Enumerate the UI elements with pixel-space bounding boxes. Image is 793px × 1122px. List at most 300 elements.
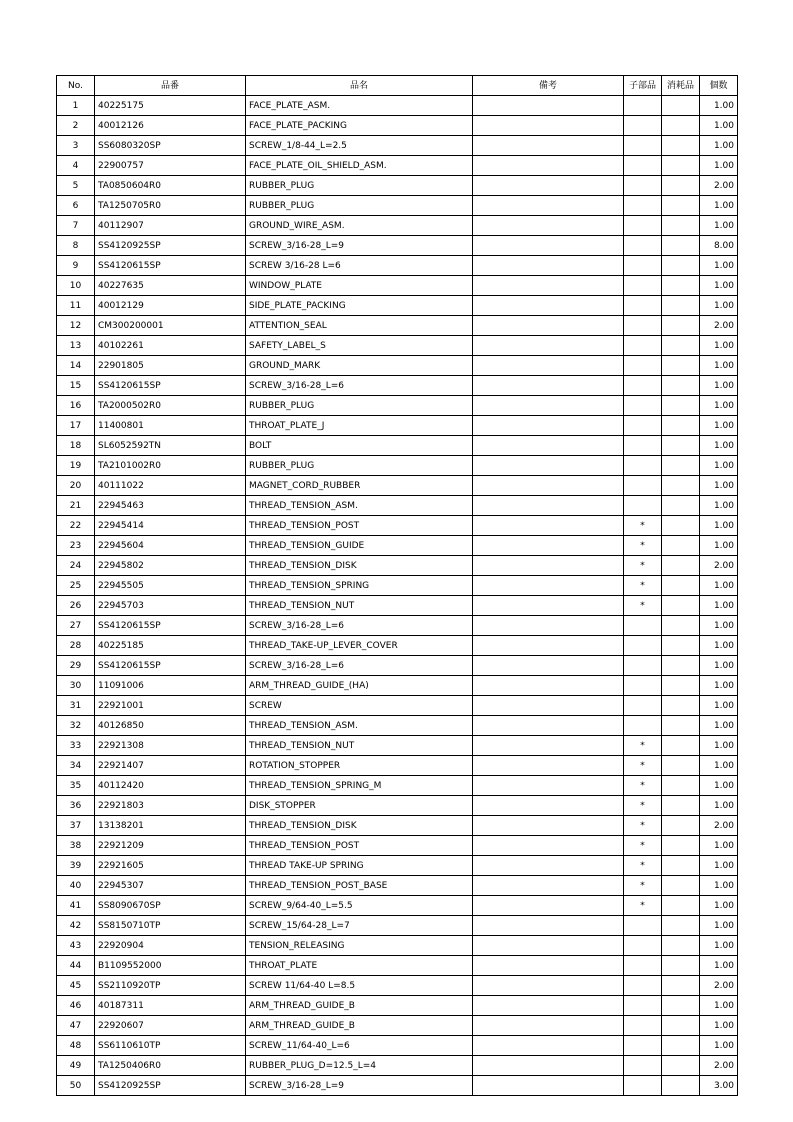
row-number: 39: [57, 856, 95, 876]
table-row: [57, 716, 738, 736]
quantity: 1.00: [700, 616, 738, 636]
table-row: [57, 516, 738, 536]
sub-part-mark: *: [624, 596, 662, 616]
consumable-mark: [662, 256, 700, 276]
table-row: [57, 416, 738, 436]
row-number: 8: [57, 236, 95, 256]
quantity: 1.00: [700, 416, 738, 436]
row-number: 40: [57, 876, 95, 896]
sub-part-mark: *: [624, 756, 662, 776]
remarks-cell: [473, 276, 624, 296]
sub-part-mark: *: [624, 776, 662, 796]
remarks-cell: [473, 436, 624, 456]
sub-part-mark: [624, 976, 662, 996]
row-number: 13: [57, 336, 95, 356]
sub-part-mark: [624, 476, 662, 496]
consumable-mark: [662, 156, 700, 176]
sub-part-mark: [624, 696, 662, 716]
sub-part-mark: *: [624, 876, 662, 896]
consumable-mark: [662, 836, 700, 856]
remarks-cell: [473, 836, 624, 856]
row-number: 32: [57, 716, 95, 736]
table-row: [57, 436, 738, 456]
consumable-mark: [662, 196, 700, 216]
remarks-cell: [473, 676, 624, 696]
row-number: 24: [57, 556, 95, 576]
quantity: 1.00: [700, 676, 738, 696]
sub-part-mark: [624, 416, 662, 436]
remarks-cell: [473, 736, 624, 756]
quantity: 1.00: [700, 636, 738, 656]
part-name: FACE_PLATE_OIL_SHIELD_ASM.: [246, 156, 473, 176]
sub-part-mark: [624, 1056, 662, 1076]
quantity: 1.00: [700, 1036, 738, 1056]
remarks-cell: [473, 616, 624, 636]
sub-part-mark: [624, 456, 662, 476]
remarks-cell: [473, 196, 624, 216]
consumable-mark: [662, 396, 700, 416]
part-name: ROTATION_STOPPER: [246, 756, 473, 776]
sub-part-mark: [624, 616, 662, 636]
sub-part-mark: [624, 396, 662, 416]
part-code: TA2000502R0: [95, 396, 246, 416]
quantity: 1.00: [700, 296, 738, 316]
part-name: SCREW_3/16-28_L=9: [246, 1076, 473, 1096]
consumable-mark: [662, 96, 700, 116]
quantity: 1.00: [700, 276, 738, 296]
remarks-cell: [473, 796, 624, 816]
part-code: B1109552000: [95, 956, 246, 976]
part-code: TA2101002R0: [95, 456, 246, 476]
row-number: 4: [57, 156, 95, 176]
row-number: 17: [57, 416, 95, 436]
part-name: ARM_THREAD_GUIDE_B: [246, 1016, 473, 1036]
remarks-cell: [473, 356, 624, 376]
remarks-cell: [473, 636, 624, 656]
row-number: 15: [57, 376, 95, 396]
consumable-mark: [662, 516, 700, 536]
consumable-mark: [662, 856, 700, 876]
quantity: 1.00: [700, 656, 738, 676]
remarks-cell: [473, 556, 624, 576]
part-name: GROUND_WIRE_ASM.: [246, 216, 473, 236]
part-name: SCREW 11/64-40 L=8.5: [246, 976, 473, 996]
table-row: [57, 136, 738, 156]
table-row: [57, 356, 738, 376]
quantity: 1.00: [700, 496, 738, 516]
table-row: [57, 736, 738, 756]
consumable-mark: [662, 556, 700, 576]
table-row: [57, 536, 738, 556]
table-row: [57, 896, 738, 916]
remarks-cell: [473, 1016, 624, 1036]
sub-part-mark: [624, 156, 662, 176]
part-name: THROAT_PLATE_J: [246, 416, 473, 436]
quantity: 1.00: [700, 776, 738, 796]
consumable-mark: [662, 956, 700, 976]
table-row: [57, 456, 738, 476]
sub-part-mark: [624, 176, 662, 196]
consumable-mark: [662, 316, 700, 336]
consumable-mark: [662, 216, 700, 236]
part-name: FACE_PLATE_PACKING: [246, 116, 473, 136]
part-code: 22945414: [95, 516, 246, 536]
remarks-cell: [473, 176, 624, 196]
table-row: [57, 496, 738, 516]
row-number: 41: [57, 896, 95, 916]
remarks-cell: [473, 136, 624, 156]
part-code: 22920904: [95, 936, 246, 956]
part-name: FACE_PLATE_ASM.: [246, 96, 473, 116]
sub-part-mark: [624, 196, 662, 216]
sub-part-mark: *: [624, 516, 662, 536]
part-code: 22921605: [95, 856, 246, 876]
quantity: 2.00: [700, 316, 738, 336]
part-code: SS4120925SP: [95, 1076, 246, 1096]
quantity: 1.00: [700, 936, 738, 956]
quantity: 1.00: [700, 856, 738, 876]
consumable-mark: [662, 1016, 700, 1036]
part-name: SCREW_3/16-28_L=9: [246, 236, 473, 256]
part-name: RUBBER_PLUG: [246, 456, 473, 476]
consumable-mark: [662, 536, 700, 556]
part-name: SCREW_3/16-28_L=6: [246, 616, 473, 636]
consumable-mark: [662, 416, 700, 436]
sub-part-mark: *: [624, 856, 662, 876]
part-code: 40111022: [95, 476, 246, 496]
remarks-cell: [473, 496, 624, 516]
sub-part-mark: [624, 656, 662, 676]
consumable-mark: [662, 916, 700, 936]
table-row: [57, 116, 738, 136]
row-number: 19: [57, 456, 95, 476]
quantity: 1.00: [700, 996, 738, 1016]
part-code: 22921209: [95, 836, 246, 856]
part-name: THREAD_TENSION_DISK: [246, 816, 473, 836]
part-name: THREAD_TENSION_ASM.: [246, 496, 473, 516]
quantity: 1.00: [700, 256, 738, 276]
row-number: 1: [57, 96, 95, 116]
part-code: SS6080320SP: [95, 136, 246, 156]
quantity: 1.00: [700, 136, 738, 156]
remarks-cell: [473, 156, 624, 176]
consumable-mark: [662, 336, 700, 356]
consumable-mark: [662, 236, 700, 256]
part-code: 40112907: [95, 216, 246, 236]
quantity: 2.00: [700, 556, 738, 576]
part-name: GROUND_MARK: [246, 356, 473, 376]
parts-list-table: [56, 75, 738, 1096]
quantity: 1.00: [700, 156, 738, 176]
remarks-cell: [473, 816, 624, 836]
quantity: 1.00: [700, 756, 738, 776]
remarks-cell: [473, 376, 624, 396]
row-number: 47: [57, 1016, 95, 1036]
row-number: 22: [57, 516, 95, 536]
consumable-mark: [662, 716, 700, 736]
part-name: THREAD_TENSION_DISK: [246, 556, 473, 576]
row-number: 25: [57, 576, 95, 596]
sub-part-mark: [624, 716, 662, 736]
remarks-cell: [473, 896, 624, 916]
part-code: SS4120615SP: [95, 656, 246, 676]
part-code: 40126850: [95, 716, 246, 736]
part-code: 13138201: [95, 816, 246, 836]
part-code: 22900757: [95, 156, 246, 176]
consumable-mark: [662, 496, 700, 516]
row-number: 30: [57, 676, 95, 696]
part-code: 22945802: [95, 556, 246, 576]
quantity: 2.00: [700, 816, 738, 836]
consumable-mark: [662, 296, 700, 316]
remarks-cell: [473, 1056, 624, 1076]
consumable-mark: [662, 356, 700, 376]
table-row: [57, 336, 738, 356]
remarks-cell: [473, 916, 624, 936]
sub-part-mark: [624, 316, 662, 336]
sub-part-mark: [624, 356, 662, 376]
table-row: [57, 616, 738, 636]
quantity: 2.00: [700, 1056, 738, 1076]
sub-part-mark: *: [624, 576, 662, 596]
part-code: 40225175: [95, 96, 246, 116]
part-code: 22945505: [95, 576, 246, 596]
part-code: 22921308: [95, 736, 246, 756]
row-number: 44: [57, 956, 95, 976]
consumable-mark: [662, 776, 700, 796]
quantity: 1.00: [700, 796, 738, 816]
part-code: SS2110920TP: [95, 976, 246, 996]
part-name: SCREW_3/16-28_L=6: [246, 376, 473, 396]
table-row: [57, 856, 738, 876]
table-row: [57, 816, 738, 836]
quantity: 1.00: [700, 196, 738, 216]
sub-part-mark: [624, 636, 662, 656]
row-number: 42: [57, 916, 95, 936]
remarks-cell: [473, 116, 624, 136]
consumable-mark: [662, 116, 700, 136]
row-number: 5: [57, 176, 95, 196]
part-code: SS4120615SP: [95, 376, 246, 396]
part-code: 40112420: [95, 776, 246, 796]
part-code: CM300200001: [95, 316, 246, 336]
sub-part-mark: *: [624, 796, 662, 816]
sub-part-mark: [624, 116, 662, 136]
table-row: [57, 1016, 738, 1036]
table-row: [57, 376, 738, 396]
table-row: [57, 196, 738, 216]
quantity: 1.00: [700, 716, 738, 736]
table-row: [57, 236, 738, 256]
remarks-cell: [473, 1036, 624, 1056]
row-number: 10: [57, 276, 95, 296]
row-number: 7: [57, 216, 95, 236]
consumable-mark: [662, 576, 700, 596]
header-row: [57, 76, 738, 96]
row-number: 26: [57, 596, 95, 616]
part-name: ATTENTION_SEAL: [246, 316, 473, 336]
part-name: THREAD_TENSION_POST: [246, 836, 473, 856]
row-number: 6: [57, 196, 95, 216]
table-row: [57, 556, 738, 576]
remarks-cell: [473, 296, 624, 316]
quantity: 1.00: [700, 596, 738, 616]
table-row: [57, 836, 738, 856]
quantity: 1.00: [700, 836, 738, 856]
remarks-cell: [473, 396, 624, 416]
sub-part-mark: [624, 136, 662, 156]
remarks-cell: [473, 236, 624, 256]
quantity: 2.00: [700, 976, 738, 996]
row-number: 49: [57, 1056, 95, 1076]
remarks-cell: [473, 316, 624, 336]
sub-part-mark: *: [624, 556, 662, 576]
table-row: [57, 1056, 738, 1076]
table-row: [57, 756, 738, 776]
part-code: 40187311: [95, 996, 246, 1016]
row-number: 27: [57, 616, 95, 636]
part-name: DISK_STOPPER: [246, 796, 473, 816]
table-row: [57, 956, 738, 976]
part-name: THREAD_TENSION_NUT: [246, 736, 473, 756]
part-name: RUBBER_PLUG_D=12.5_L=4: [246, 1056, 473, 1076]
sub-part-mark: *: [624, 816, 662, 836]
part-code: 22921001: [95, 696, 246, 716]
part-name: SCREW 3/16-28 L=6: [246, 256, 473, 276]
remarks-cell: [473, 856, 624, 876]
part-name: SCREW_11/64-40_L=6: [246, 1036, 473, 1056]
remarks-cell: [473, 456, 624, 476]
row-number: 34: [57, 756, 95, 776]
sub-part-mark: *: [624, 536, 662, 556]
table-row: [57, 396, 738, 416]
remarks-cell: [473, 776, 624, 796]
header-part-code: 品番: [95, 76, 246, 96]
part-code: SS6110610TP: [95, 1036, 246, 1056]
row-number: 31: [57, 696, 95, 716]
part-code: 11091006: [95, 676, 246, 696]
row-number: 14: [57, 356, 95, 376]
sub-part-mark: [624, 1016, 662, 1036]
remarks-cell: [473, 596, 624, 616]
quantity: 1.00: [700, 736, 738, 756]
consumable-mark: [662, 896, 700, 916]
table-row: [57, 256, 738, 276]
quantity: 1.00: [700, 696, 738, 716]
header-sub-part: 子部品: [624, 76, 662, 96]
part-name: THREAD_TENSION_POST_BASE: [246, 876, 473, 896]
remarks-cell: [473, 876, 624, 896]
part-code: 40102261: [95, 336, 246, 356]
part-name: BOLT: [246, 436, 473, 456]
consumable-mark: [662, 596, 700, 616]
part-code: 11400801: [95, 416, 246, 436]
part-name: THREAD_TENSION_SPRING: [246, 576, 473, 596]
part-code: 22901805: [95, 356, 246, 376]
sub-part-mark: [624, 1076, 662, 1096]
quantity: 1.00: [700, 956, 738, 976]
remarks-cell: [473, 576, 624, 596]
quantity: 1.00: [700, 356, 738, 376]
quantity: 1.00: [700, 516, 738, 536]
sub-part-mark: [624, 1036, 662, 1056]
sub-part-mark: [624, 956, 662, 976]
quantity: 1.00: [700, 396, 738, 416]
table-row: [57, 276, 738, 296]
table-row: [57, 776, 738, 796]
consumable-mark: [662, 876, 700, 896]
consumable-mark: [662, 1056, 700, 1076]
consumable-mark: [662, 636, 700, 656]
part-name: SCREW_9/64-40_L=5.5: [246, 896, 473, 916]
row-number: 29: [57, 656, 95, 676]
row-number: 48: [57, 1036, 95, 1056]
consumable-mark: [662, 1036, 700, 1056]
quantity: 1.00: [700, 376, 738, 396]
part-code: 40227635: [95, 276, 246, 296]
part-name: SIDE_PLATE_PACKING: [246, 296, 473, 316]
row-number: 35: [57, 776, 95, 796]
table-row: [57, 696, 738, 716]
part-name: THREAD_TENSION_GUIDE: [246, 536, 473, 556]
table-row: [57, 656, 738, 676]
quantity: 1.00: [700, 436, 738, 456]
quantity: 1.00: [700, 576, 738, 596]
part-code: 40012126: [95, 116, 246, 136]
sub-part-mark: [624, 336, 662, 356]
part-code: TA1250705R0: [95, 196, 246, 216]
row-number: 21: [57, 496, 95, 516]
remarks-cell: [473, 716, 624, 736]
table-row: [57, 936, 738, 956]
part-code: SS4120615SP: [95, 256, 246, 276]
table-row: [57, 636, 738, 656]
sub-part-mark: [624, 276, 662, 296]
table-row: [57, 996, 738, 1016]
table-row: [57, 876, 738, 896]
table-row: [57, 596, 738, 616]
header-quantity: 個数: [700, 76, 738, 96]
table-row: [57, 916, 738, 936]
quantity: 1.00: [700, 216, 738, 236]
consumable-mark: [662, 996, 700, 1016]
consumable-mark: [662, 616, 700, 636]
row-number: 38: [57, 836, 95, 856]
quantity: 3.00: [700, 1076, 738, 1096]
table-row: [57, 1076, 738, 1096]
sub-part-mark: [624, 216, 662, 236]
consumable-mark: [662, 756, 700, 776]
remarks-cell: [473, 336, 624, 356]
row-number: 16: [57, 396, 95, 416]
row-number: 36: [57, 796, 95, 816]
remarks-cell: [473, 996, 624, 1016]
consumable-mark: [662, 276, 700, 296]
sub-part-mark: [624, 436, 662, 456]
consumable-mark: [662, 976, 700, 996]
consumable-mark: [662, 476, 700, 496]
row-number: 37: [57, 816, 95, 836]
row-number: 9: [57, 256, 95, 276]
row-number: 12: [57, 316, 95, 336]
part-code: TA0850604R0: [95, 176, 246, 196]
part-code: TA1250406R0: [95, 1056, 246, 1076]
remarks-cell: [473, 976, 624, 996]
row-number: 2: [57, 116, 95, 136]
part-code: 22920607: [95, 1016, 246, 1036]
part-name: THREAD_TAKE-UP_LEVER_COVER: [246, 636, 473, 656]
part-name: SAFETY_LABEL_S: [246, 336, 473, 356]
